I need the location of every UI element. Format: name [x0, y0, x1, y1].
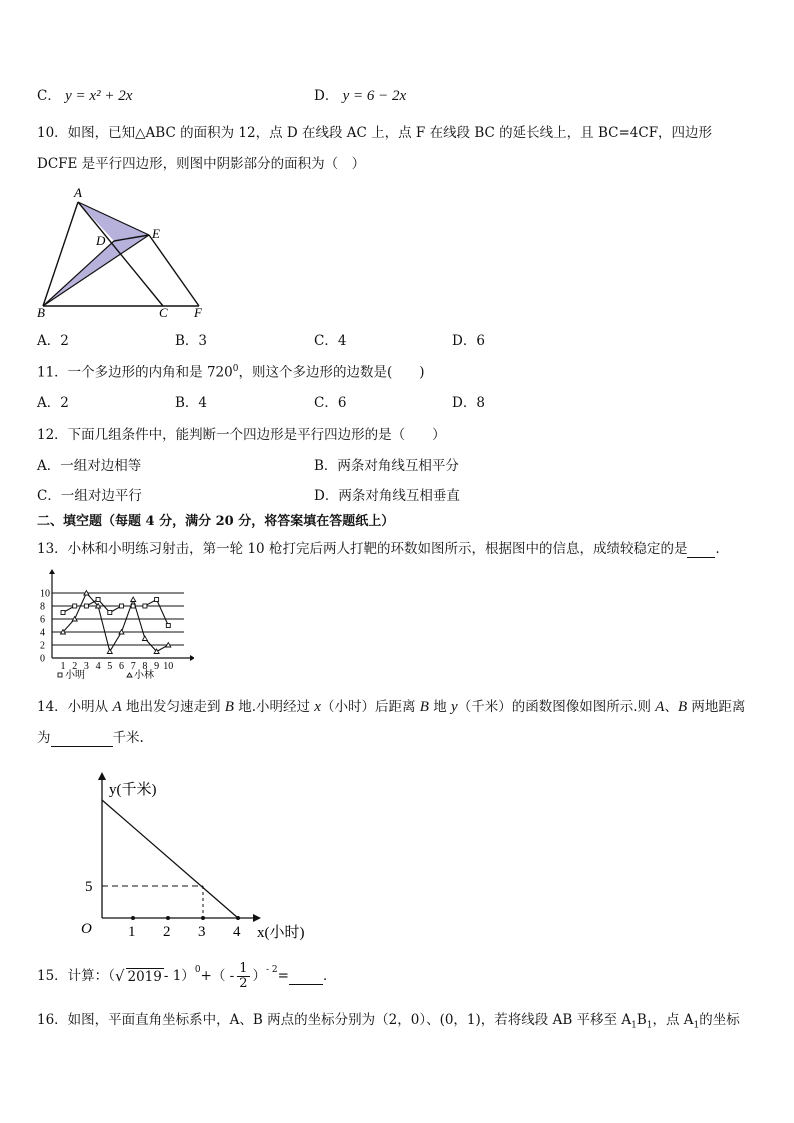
q13-x-tick-3: 3 [83, 661, 89, 672]
q15-eq: = [277, 968, 289, 985]
q13-y-arrow [49, 569, 55, 574]
q10-segment-ef [149, 235, 199, 306]
q14-t4: （小时）后距离 [320, 699, 420, 715]
q12-option-c: C．一组对边平行 [37, 488, 142, 504]
q16-text3: ，点 A [652, 1012, 694, 1028]
q15-lead: 15．计算：（ [37, 968, 115, 985]
q13-x-tick-8: 8 [142, 661, 148, 672]
q10-shaded-upper [78, 202, 149, 241]
q13-point-lin-6 [119, 630, 124, 635]
q11-stem-after: ，则这个多边形的边数是( ) [238, 364, 425, 381]
q11-option-d: D．8 [452, 395, 485, 411]
q14-t1: 14．小明从 [37, 699, 113, 715]
q13-point-lin-8 [142, 636, 147, 641]
q13-point-ming-5 [108, 611, 112, 615]
q13-y-tick-labels [40, 589, 50, 665]
q14-line2-before: 为 [37, 730, 51, 746]
q10-label-c: C [159, 305, 168, 318]
q15-answer-blank[interactable] [289, 968, 323, 985]
q13-point-lin-7 [131, 597, 136, 602]
q11-stem-before: 11．一个多边形的内角和是 720 [37, 364, 233, 381]
q14-tick-dot-3 [201, 916, 205, 920]
q14-var-x: x [314, 699, 321, 715]
q9-option-d-expr: y = 6 − 2x [342, 88, 407, 104]
q14-t2: 地出发匀速走到 [121, 699, 225, 715]
q12-stem: 12．下面几组条件中，能判断一个四边形是平行四边形的是（ ） [37, 427, 446, 443]
q15-plus: +（ - [200, 968, 235, 985]
q13-chart [34, 568, 194, 683]
q13-answer-blank[interactable] [687, 541, 715, 558]
q13-point-lin-10 [166, 643, 171, 648]
q9-option-c [37, 87, 132, 105]
q10-label-b: B [37, 305, 45, 318]
q13-y-tick-6: 6 [40, 614, 45, 626]
q13-series-line-ming [63, 600, 168, 626]
section2-heading: 二、填空题（每题 4 分，满分 20 分，将答案填在答题纸上） [37, 514, 395, 529]
q14-var-a2: A [655, 699, 665, 715]
q10-option-a: A．2 [37, 333, 69, 349]
q14-t8: 两地距离 [687, 699, 746, 715]
q10-label-a: A [74, 185, 82, 200]
q16-text1: 16．如图，平面直角坐标系中，A、B 两点的坐标分别为（2，0）、(0，1)，若将线段 AB 平移至 A [37, 1012, 632, 1028]
q16-sub2: 1 [646, 1020, 653, 1031]
q11-option-b: B．4 [175, 395, 208, 411]
q13-x-tick-9: 9 [154, 661, 160, 672]
q13-point-ming-4 [96, 598, 100, 602]
q13-x-arrow [190, 655, 194, 661]
q9-option-c-label: C． [37, 88, 61, 104]
q14-t7: 、 [664, 699, 678, 715]
q10-option-d: D．6 [452, 333, 485, 349]
q13-x-tick-7: 7 [130, 661, 136, 672]
q14-y-arrow [98, 772, 106, 780]
q16-sub3: 1 [693, 1020, 700, 1031]
q15-stem [37, 962, 336, 990]
q15-fraction [237, 962, 249, 990]
q14-x-arrow [253, 914, 261, 922]
q16-text4: 的坐标 [699, 1012, 740, 1028]
q14-t5: 地 [428, 699, 452, 715]
q13-series [61, 591, 171, 654]
q14-x-tick-4: 4 [233, 924, 241, 940]
q14-var-b3: B [677, 699, 688, 715]
q15-radicand: 2019 [127, 968, 162, 985]
q13-stem-tail: ． [715, 541, 729, 557]
q14-stem-line1 [37, 698, 745, 716]
q10-figure [30, 183, 220, 318]
q10-stem-line1: 10．如图，已知△ABC 的面积为 12，点 D 在线段 AC 上，点 F 在线段 BC 的延长线上，且 BC=4CF，四边形 [37, 125, 713, 141]
q10-label-f: F [194, 305, 202, 318]
q10-option-b: B．3 [175, 333, 208, 349]
q14-var-a: A [112, 699, 122, 715]
q14-y-axis-label: y(千米) [109, 782, 157, 798]
q16-sub1: 1 [631, 1020, 637, 1031]
q15-exp0: 0 [194, 964, 201, 975]
q13-point-ming-9 [155, 598, 159, 602]
q13-legend-lin: 小林 [134, 670, 154, 681]
q13-legend-ming-marker [58, 673, 62, 677]
q14-var-b: B [224, 699, 234, 715]
q14-var-y: y [451, 699, 458, 715]
q15-sqrt-sign: √ [114, 967, 125, 986]
q13-y-tick-0: 0 [40, 653, 45, 665]
q9-option-c-expr: y = x² + 2x [65, 88, 133, 104]
q13-y-tick-4: 4 [40, 627, 45, 639]
q15-frac-num: 1 [239, 961, 248, 976]
q14-function-line [102, 800, 238, 918]
q13-point-ming-2 [73, 604, 77, 608]
q11-stem [37, 364, 425, 381]
q13-legend-lin-marker [127, 673, 132, 677]
q13-point-ming-3 [84, 604, 88, 608]
q14-answer-blank[interactable] [51, 730, 113, 747]
q12-option-d: D．两条对角线互相垂直 [314, 488, 460, 504]
q13-y-tick-8: 8 [40, 601, 45, 613]
q9-option-d [314, 87, 406, 105]
q11-option-c: C．6 [314, 395, 347, 411]
q9-option-d-label: D． [314, 88, 339, 104]
q13-y-tick-10: 10 [40, 588, 50, 600]
q13-stem [37, 541, 729, 558]
q14-x-tick-1: 1 [128, 924, 136, 940]
q13-x-tick-10: 10 [163, 661, 174, 672]
q14-t3: 地.小明经过 [233, 699, 315, 715]
q10-option-c: C．4 [314, 333, 347, 349]
q13-point-lin-5 [107, 649, 112, 654]
q15-mid: - 1） [163, 968, 195, 985]
q14-x-tick-3: 3 [198, 924, 206, 940]
q14-tick-dot-4 [236, 916, 240, 920]
q16-text2: B [636, 1012, 647, 1028]
q13-x-tick-4: 4 [95, 661, 101, 672]
q11-option-a: A．2 [37, 395, 69, 411]
q15-close: ） [252, 968, 266, 985]
q10-label-e: E [152, 226, 160, 241]
q14-x-tick-2: 2 [163, 924, 171, 940]
q13-point-ming-6 [120, 604, 124, 608]
q14-x-axis-label: x(小时) [257, 925, 305, 941]
q13-point-ming-8 [143, 604, 147, 608]
q13-point-lin-2 [72, 617, 77, 622]
q14-tick-dot-1 [131, 916, 135, 920]
q12-option-b: B．两条对角线互相平分 [314, 458, 459, 474]
q14-origin-label: O [81, 921, 92, 937]
q13-x-tick-6: 6 [119, 661, 124, 672]
q16-stem [37, 1012, 740, 1031]
q15-exp2: - 2 [266, 964, 278, 975]
q13-x-tick-5: 5 [107, 661, 113, 672]
q14-line2-after: 千米. [112, 730, 144, 746]
q13-x-tick-2: 2 [72, 661, 78, 672]
q12-option-a: A．一组对边相等 [37, 458, 142, 474]
q14-stem-line2 [37, 730, 144, 747]
q14-y-tick-5: 5 [85, 879, 93, 895]
q11-stem-sup: 0 [232, 364, 239, 374]
q13-y-tick-2: 2 [40, 640, 45, 652]
q10-stem-line2: DCFE 是平行四边形，则图中阴影部分的面积为（ ） [37, 156, 366, 172]
q14-var-b2: B [419, 699, 429, 715]
q13-stem-text: 13．小林和小明练习射击，第一轮 10 枪打完后两人打靶的环数如图所示，根据图中的信息，成绩较稳定的是 [37, 541, 688, 557]
q13-x-tick-1: 1 [60, 661, 66, 672]
q13-point-ming-1 [61, 611, 65, 615]
q14-tick-dot-2 [166, 916, 170, 920]
q14-graph [75, 770, 320, 945]
q15-tail: ． [322, 968, 337, 985]
q10-label-d: D [96, 233, 106, 248]
q14-t6: （千米）的函数图像如图所示.则 [457, 699, 656, 715]
q15-frac-den: 2 [239, 975, 248, 991]
q13-point-ming-10 [166, 624, 170, 628]
q13-legend-ming: 小明 [65, 670, 85, 681]
q13-point-lin-3 [84, 591, 89, 596]
